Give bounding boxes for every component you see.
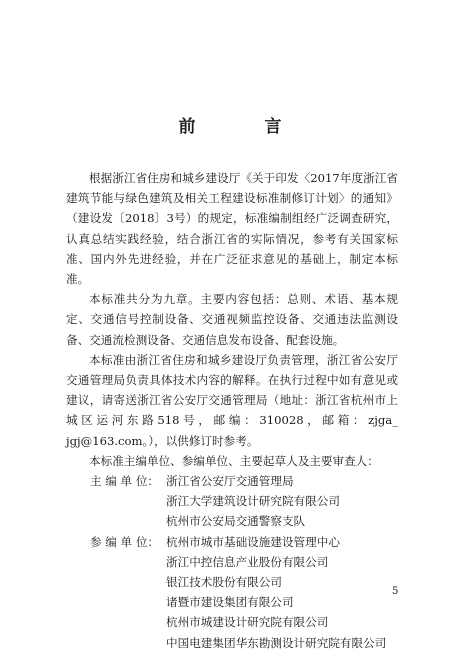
paragraph: 本标准由浙江省住房和城乡建设厅负责管理，浙江省公安厅交通管理局负责具体技术内容的解释。在执行过程中如有意见或建议，请寄送浙江省公安厅交通管理局（地址：浙江省杭州市上城区运河东路518号，邮编：310028，邮箱：zjga_ jgj@163.com。），以供修订时参考。 — [66, 352, 398, 448]
chief-unit-item: 杭州市公安局交通警察支队 — [166, 514, 306, 529]
participating-unit-item: 银江技术股份有限公司 — [166, 575, 282, 590]
chief-unit-item: 浙江省公安厅交通管理局 — [166, 474, 294, 489]
paragraph: 根据浙江省住房和城乡建设厅《关于印发〈2017年度浙江省建筑节能与绿色建筑及相关工程建设标准制修订计划〉的通知》（建设发〔2018〕3号）的规定，标准编制组经广泛调查研究，认真总结实践经验，结合浙江省的实际情况，参考有关国家标准、国内外先进经验，并在广泛征求意见的基础上，制定本标准。 — [66, 171, 398, 287]
participating-unit-item: 浙江中控信息产业股份有限公司 — [166, 554, 329, 569]
participating-unit-item: 杭州市城建设计研究院有限公司 — [166, 615, 329, 630]
participating-unit-item: 诸暨市建设集团有限公司 — [166, 595, 294, 610]
participating-units-section — [66, 532, 398, 653]
page-number: 5 — [392, 586, 399, 597]
chief-units-section — [66, 471, 398, 532]
participating-unit-item: 杭州市城市基础设施建设管理中心 — [166, 534, 340, 549]
document-body — [66, 168, 398, 653]
paragraph: 本标准主编单位、参编单位、主要起草人及主要审查人： — [89, 453, 379, 468]
participating-units-label: 参 编 单 位： — [90, 534, 160, 549]
paragraph: 本标准共分为九章。主要内容包括：总则、术语、基本规定、交通信号控制设备、交通视频监控设备、交通违法监测设备、交通流检测设备、交通信息发布设备、配套设施。 — [66, 292, 398, 347]
page-title: 前 言 — [178, 117, 308, 137]
participating-unit-item: 中国电建集团华东勘测设计研究院有限公司 — [166, 635, 387, 650]
chief-units-label: 主 编 单 位： — [90, 474, 160, 489]
chief-unit-item: 浙江大学建筑设计研究院有限公司 — [166, 494, 340, 509]
